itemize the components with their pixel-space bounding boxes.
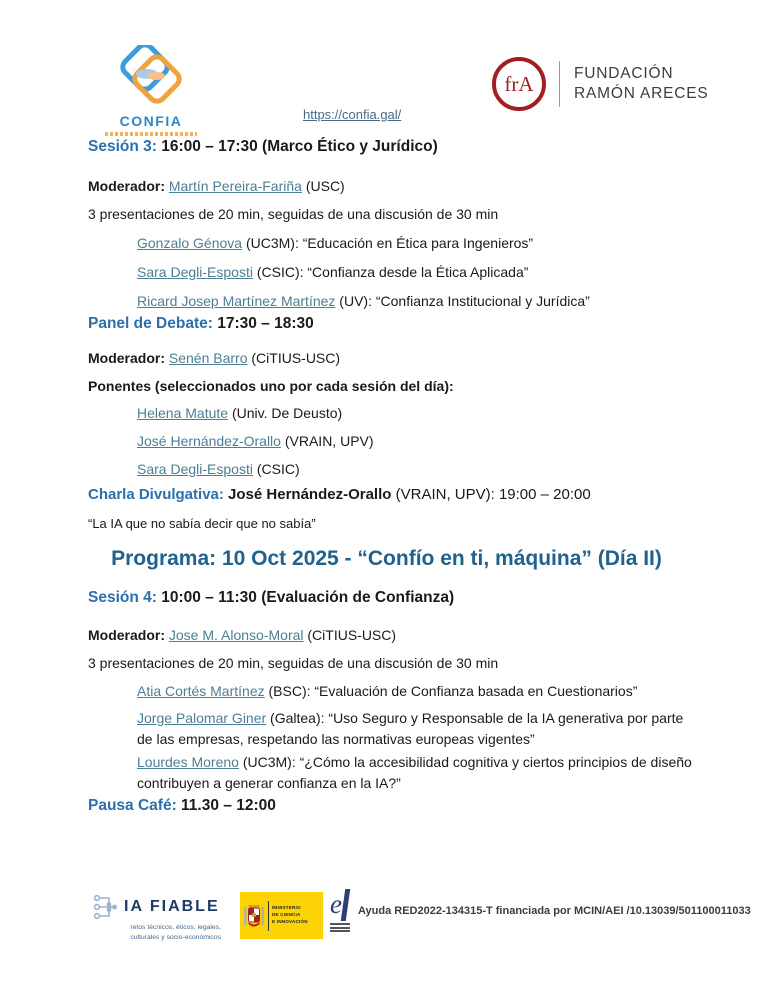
confia-logo [97,45,205,136]
charla-heading-label: Charla Divulgativa: [88,486,229,503]
session3-moderator: Moderador: Martín Pereira-Fariña (USC) [88,178,345,194]
fra-name [574,64,709,104]
ministry-divider [268,901,269,931]
ia-fiable-logo [93,893,221,943]
session4-format-note: 3 presentaciones de 20 min, seguidas de una discusión de 30 min [88,655,499,671]
person-link-sara-degli-esposti[interactable]: Sara Degli-Esposti [137,264,253,280]
panel-heading [88,315,314,333]
person-link-sara-degli-esposti-2[interactable]: Sara Degli-Esposti [137,461,253,477]
person-link-atia-cortes[interactable]: Atia Cortés Martínez [137,683,265,699]
session3-format-note: 3 presentaciones de 20 min, seguidas de una discusión de 30 min [88,206,499,222]
pausa-heading-label: Pausa Café: [88,797,177,814]
person-link-senen-barro[interactable]: Senén Barro [168,350,248,366]
confia-diamond-icon [111,45,191,107]
fra-divider [559,61,560,107]
person-link-lourdes-moreno[interactable]: Lourdes Moreno [137,754,239,770]
session4-heading [88,589,454,607]
pausa-heading [88,797,276,815]
ia-fiable-tagline: retos técnicos, éticos, legales, culturales y socio-económicos [130,924,221,941]
ministry-logo [240,892,323,939]
aei-bar-icon [341,889,350,921]
person-link-martin-pereira[interactable]: Martín Pereira-Fariña [168,178,302,194]
session3-heading-rest: 16:00 – 17:30 (Marco Ético y Jurídico) [156,138,438,155]
confia-site-link[interactable]: https://confia.gal/ [303,107,402,122]
charla-quote: “La IA que no sabía decir que no sabía” [88,516,316,531]
panel-ponentes-label: Ponentes (seleccionados uno por cada sesión del día): [88,378,454,394]
session4-talk-2: Jorge Palomar Giner (Galtea): “Uso Seguro y Responsable de la IA generativa por parte de las empresas, respetando las normativas europeas vigentes” [137,710,684,747]
panel-speaker-3: Sara Degli-Esposti (CSIC) [137,461,300,477]
ministry-text: MINISTERIO DE CIENCIA E INNOVACIÓN [272,905,308,924]
person-link-gonzalo-genova[interactable]: Gonzalo Génova [137,235,243,251]
session4-talk-3: Lourdes Moreno (UC3M): “¿Cómo la accesibilidad cognitiva y ciertos principios de diseño contribuyen a generar confianza en la IA?” [137,754,692,791]
aei-small-text [330,923,350,932]
person-link-jorge-palomar[interactable]: Jorge Palomar Giner [137,710,267,726]
spain-coat-of-arms-icon [243,899,265,933]
panel-heading-label: Panel de Debate: [88,315,213,332]
session3-talk-1: Gonzalo Génova (UC3M): “Educación en Ética para Ingenieros” [137,235,534,251]
panel-moderator: Moderador: Senén Barro (CiTIUS-USC) [88,350,341,366]
person-link-jose-hernandez-orallo[interactable]: José Hernández-Orallo [137,433,281,449]
panel-speaker-2: José Hernández-Orallo (VRAIN, UPV) [137,433,374,449]
confia-tagline [105,132,197,136]
person-link-jose-alonso-moral[interactable]: Jose M. Alonso-Moral [168,627,304,643]
fundacion-ramon-areces-logo [492,57,709,111]
session3-talk-2: Sara Degli-Esposti (CSIC): “Confianza desde la Ética Aplicada” [137,264,529,280]
pausa-heading-rest: 11.30 – 12:00 [176,797,276,814]
fra-name-line2: RAMÓN ARECES [574,85,709,102]
fra-name-line1: FUNDACIÓN [574,64,674,82]
charla-speaker: José Hernández-Orallo [228,486,392,503]
charla-heading [88,486,591,503]
confia-logo-text: CONFIA [119,113,183,129]
panel-speaker-1: Helena Matute (Univ. De Deusto) [137,405,343,421]
funding-text: Ayuda RED2022-134315-T financiada por MCIN/AEI /10.13039/501100011033 [358,905,751,917]
session3-heading [88,138,438,156]
fra-circle-icon [492,57,546,111]
session4-talk-1: Atia Cortés Martínez (BSC): “Evaluación de Confianza basada en Cuestionarios” [137,683,638,699]
session4-heading-rest: 10:00 – 11:30 (Evaluación de Confianza) [156,589,455,606]
ia-fiable-name: IA FIABLE [124,898,220,915]
circuit-icon [93,893,121,921]
aei-e-icon: e [330,889,342,919]
person-link-ricard-martinez[interactable]: Ricard Josep Martínez Martínez [137,293,336,309]
session4-heading-label: Sesión 4: [88,589,157,606]
fra-abbr: frA [504,71,534,96]
day2-heading: Programa: 10 Oct 2025 - “Confío en ti, máquina” (Día II) [111,547,662,570]
panel-heading-rest: 17:30 – 18:30 [212,315,314,332]
session4-moderator: Moderador: Jose M. Alonso-Moral (CiTIUS-USC) [88,627,397,643]
session3-talk-3: Ricard Josep Martínez Martínez (UV): “Confianza Institucional y Jurídica” [137,293,590,309]
person-link-helena-matute[interactable]: Helena Matute [137,405,229,421]
aei-logo [330,889,356,934]
charla-rest: (VRAIN, UPV): 19:00 – 20:00 [391,486,591,503]
session3-heading-label: Sesión 3: [88,138,157,155]
